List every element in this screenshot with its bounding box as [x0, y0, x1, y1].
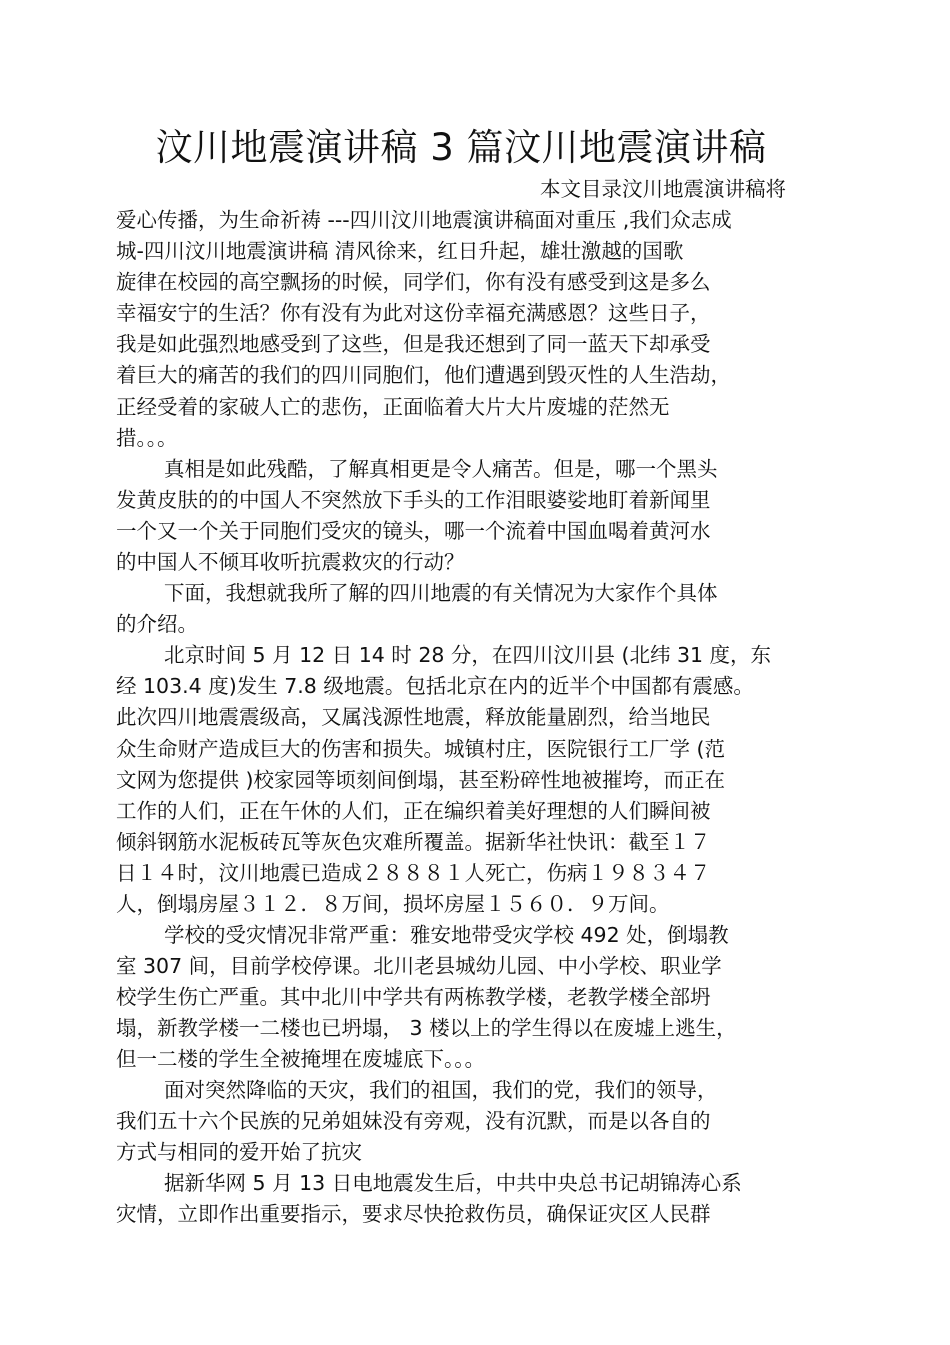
text-line: 的中国人不倾耳收听抗震救灾的行动？	[116, 550, 465, 574]
text-line: 爱心传播，为生命祈祷 ---四川汶川地震演讲稿面对重压 ,我们众志成	[116, 208, 732, 232]
text-line: 旋律在校园的高空飘扬的时候，同学们，你有没有感受到这是多么	[116, 270, 711, 294]
text-line: 北京时间 5 月 12 日 14 时 28 分，在四川汶川县 (北纬 31 度，东	[164, 643, 772, 667]
text-line: 校学生伤亡严重。其中北川中学共有两栋教学楼，老教学楼全部坍	[116, 985, 711, 1009]
text-line: 的介绍。	[116, 612, 198, 636]
text-line: 室 307 间，目前学校停课。北川老县城幼儿园、中小学校、职业学	[116, 954, 722, 978]
text-line: 城-四川汶川地震演讲稿 清风徐来，红日升起，雄壮激越的国歌	[116, 239, 684, 263]
text-line: 下面，我想就我所了解的四川地震的有关情况为大家作个具体	[164, 581, 718, 605]
text-line: 方式与相同的爱开始了抗灾	[116, 1140, 362, 1164]
text-line: 发黄皮肤的的中国人不突然放下手头的工作泪眼婆娑地盯着新闻里	[116, 488, 711, 512]
text-line: 本文目录汶川地震演讲稿将	[540, 177, 786, 201]
text-line: 文网为您提供 )校家园等顷刻间倒塌，甚至粉碎性地被摧垮，而正在	[116, 768, 726, 792]
text-line: 着巨大的痛苦的我们的四川同胞们，他们遭遇到毁灭性的人生浩劫，	[116, 363, 731, 387]
text-line: 我是如此强烈地感受到了这些，但是我还想到了同一蓝天下却承受	[116, 332, 711, 356]
text-line: 此次四川地震震级高，又属浅源性地震，释放能量剧烈，给当地民	[116, 705, 711, 729]
text-line: 塌，新教学楼一二楼也已坍塌， 3 楼以上的学生得以在废墟上逃生，	[116, 1016, 737, 1040]
text-line: 一个又一个关于同胞们受灾的镜头，哪一个流着中国血喝着黄河水	[116, 519, 711, 543]
text-line: 灾情，立即作出重要指示，要求尽快抢救伤员，确保证灾区人民群	[116, 1202, 711, 1226]
text-line: 但一二楼的学生全被掩埋在废墟底下。。。	[116, 1047, 485, 1071]
text-line: 幸福安宁的生活？你有没有为此对这份幸福充满感恩？这些日子，	[116, 301, 711, 325]
text-line: 面对突然降临的天灾，我们的祖国，我们的党，我们的领导，	[164, 1078, 718, 1102]
text-line: 人，倒塌房屋３１２．８万间，损坏房屋１５６０．９万间。	[116, 892, 670, 916]
text-line: 正经受着的家破人亡的悲伤，正面临着大片大片废墟的茫然无	[116, 395, 670, 419]
text-line: 我们五十六个民族的兄弟姐妹没有旁观，没有沉默，而是以各自的	[116, 1109, 711, 1133]
text-line: 工作的人们，正在午休的人们，正在编织着美好理想的人们瞬间被	[116, 799, 711, 823]
text-line: 倾斜钢筋水泥板砖瓦等灰色灾难所覆盖。据新华社快讯：截至１７	[116, 830, 711, 854]
text-line: 学校的受灾情况非常严重：雅安地带受灾学校 492 处，倒塌教	[164, 923, 729, 947]
text-line: 经 103.4 度)发生 7.8 级地震。包括北京在内的近半个中国都有震感。	[116, 674, 754, 698]
text-line: 措。。。	[116, 426, 178, 450]
document-title: 汶川地震演讲稿 3 篇汶川地震演讲稿	[155, 126, 767, 169]
text-line: 真相是如此残酷，了解真相更是令人痛苦。但是，哪一个黑头	[164, 457, 718, 481]
text-line: 众生命财产造成巨大的伤害和损失。城镇村庄，医院银行工厂学 (范	[116, 737, 726, 761]
text-line: 日１４时，汶川地震已造成２８８８１人死亡，伤病１９８３４７	[116, 861, 711, 885]
text-line: 据新华网 5 月 13 日电地震发生后，中共中央总书记胡锦涛心系	[164, 1171, 742, 1195]
